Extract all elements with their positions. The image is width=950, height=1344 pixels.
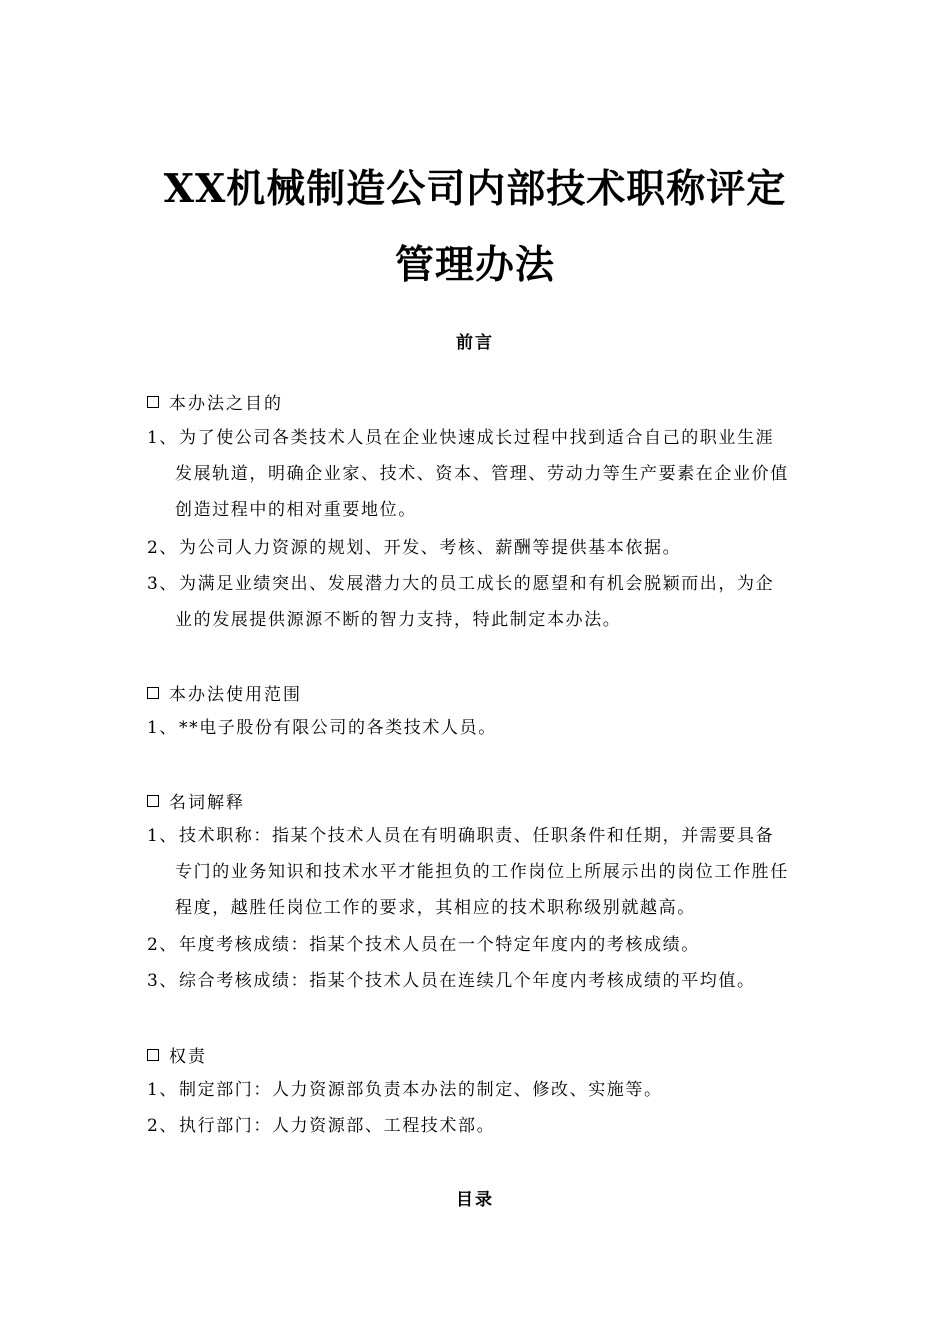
item-number: 2、 xyxy=(147,538,179,558)
item-text-line: 程度，越胜任岗位工作的要求，其相应的技术职称级别就越高。 xyxy=(175,898,696,918)
toc-heading: 目录 xyxy=(456,1190,494,1210)
document-title-line-1: XX机械制造公司内部技术职称评定 xyxy=(163,166,787,212)
item-text-line: 发展轨道，明确企业家、技术、资本、管理、劳动力等生产要素在企业价值 xyxy=(175,464,789,484)
item-number: 2、 xyxy=(147,935,179,955)
section-purpose-title xyxy=(147,389,283,414)
item-text-line: 业的发展提供源源不断的智力支持，特此制定本办法。 xyxy=(175,610,622,630)
section-responsibilities-title xyxy=(147,1042,207,1067)
item-number: 1、 xyxy=(147,1080,179,1100)
section-glossary-title xyxy=(147,788,245,813)
section-title-text: 本办法之目的 xyxy=(169,394,283,414)
item-text-line: 执行部门：人力资源部、工程技术部。 xyxy=(179,1116,496,1136)
item-number: 1、 xyxy=(147,718,179,738)
item-number: 1、 xyxy=(147,826,179,846)
item-text-line: **电子股份有限公司的各类技术人员。 xyxy=(179,718,497,738)
item-text-line: 为满足业绩突出、发展潜力大的员工成长的愿望和有机会脱颖而出，为企 xyxy=(179,574,775,594)
item-text-line: 为了使公司各类技术人员在企业快速成长过程中找到适合自己的职业生涯 xyxy=(179,428,775,448)
item-number: 2、 xyxy=(147,1116,179,1136)
item-number: 3、 xyxy=(147,971,179,991)
checkbox-square-icon xyxy=(147,396,159,408)
section-title-text: 名词解释 xyxy=(169,793,245,813)
item-text-line: 综合考核成绩：指某个技术人员在连续几个年度内考核成绩的平均值。 xyxy=(179,971,756,991)
list-item xyxy=(147,420,817,528)
checkbox-square-icon xyxy=(147,795,159,807)
item-number: 1、 xyxy=(147,428,179,448)
item-text-line: 制定部门：人力资源部负责本办法的制定、修改、实施等。 xyxy=(179,1080,663,1100)
list-item xyxy=(147,710,817,746)
list-item xyxy=(147,1108,817,1144)
list-item xyxy=(147,818,817,926)
preface-heading: 前言 xyxy=(456,333,494,353)
item-text-line: 技术职称：指某个技术人员在有明确职责、任职条件和任期，并需要具备 xyxy=(179,826,775,846)
checkbox-square-icon xyxy=(147,687,159,699)
item-text-line: 年度考核成绩：指某个技术人员在一个特定年度内的考核成绩。 xyxy=(179,935,700,955)
list-item xyxy=(147,566,817,638)
item-text-line: 为公司人力资源的规划、开发、考核、薪酬等提供基本依据。 xyxy=(179,538,682,558)
section-scope-title xyxy=(147,680,302,705)
list-item xyxy=(147,1072,817,1108)
item-text-line: 专门的业务知识和技术水平才能担负的工作岗位上所展示出的岗位工作胜任 xyxy=(175,862,789,882)
list-item xyxy=(147,530,817,566)
document-title-line-2: 管理办法 xyxy=(394,242,555,288)
item-text-line: 创造过程中的相对重要地位。 xyxy=(175,500,417,520)
list-item xyxy=(147,963,817,999)
section-title-text: 本办法使用范围 xyxy=(169,685,302,705)
section-title-text: 权责 xyxy=(169,1047,207,1067)
list-item xyxy=(147,927,817,963)
checkbox-square-icon xyxy=(147,1049,159,1061)
item-number: 3、 xyxy=(147,574,179,594)
